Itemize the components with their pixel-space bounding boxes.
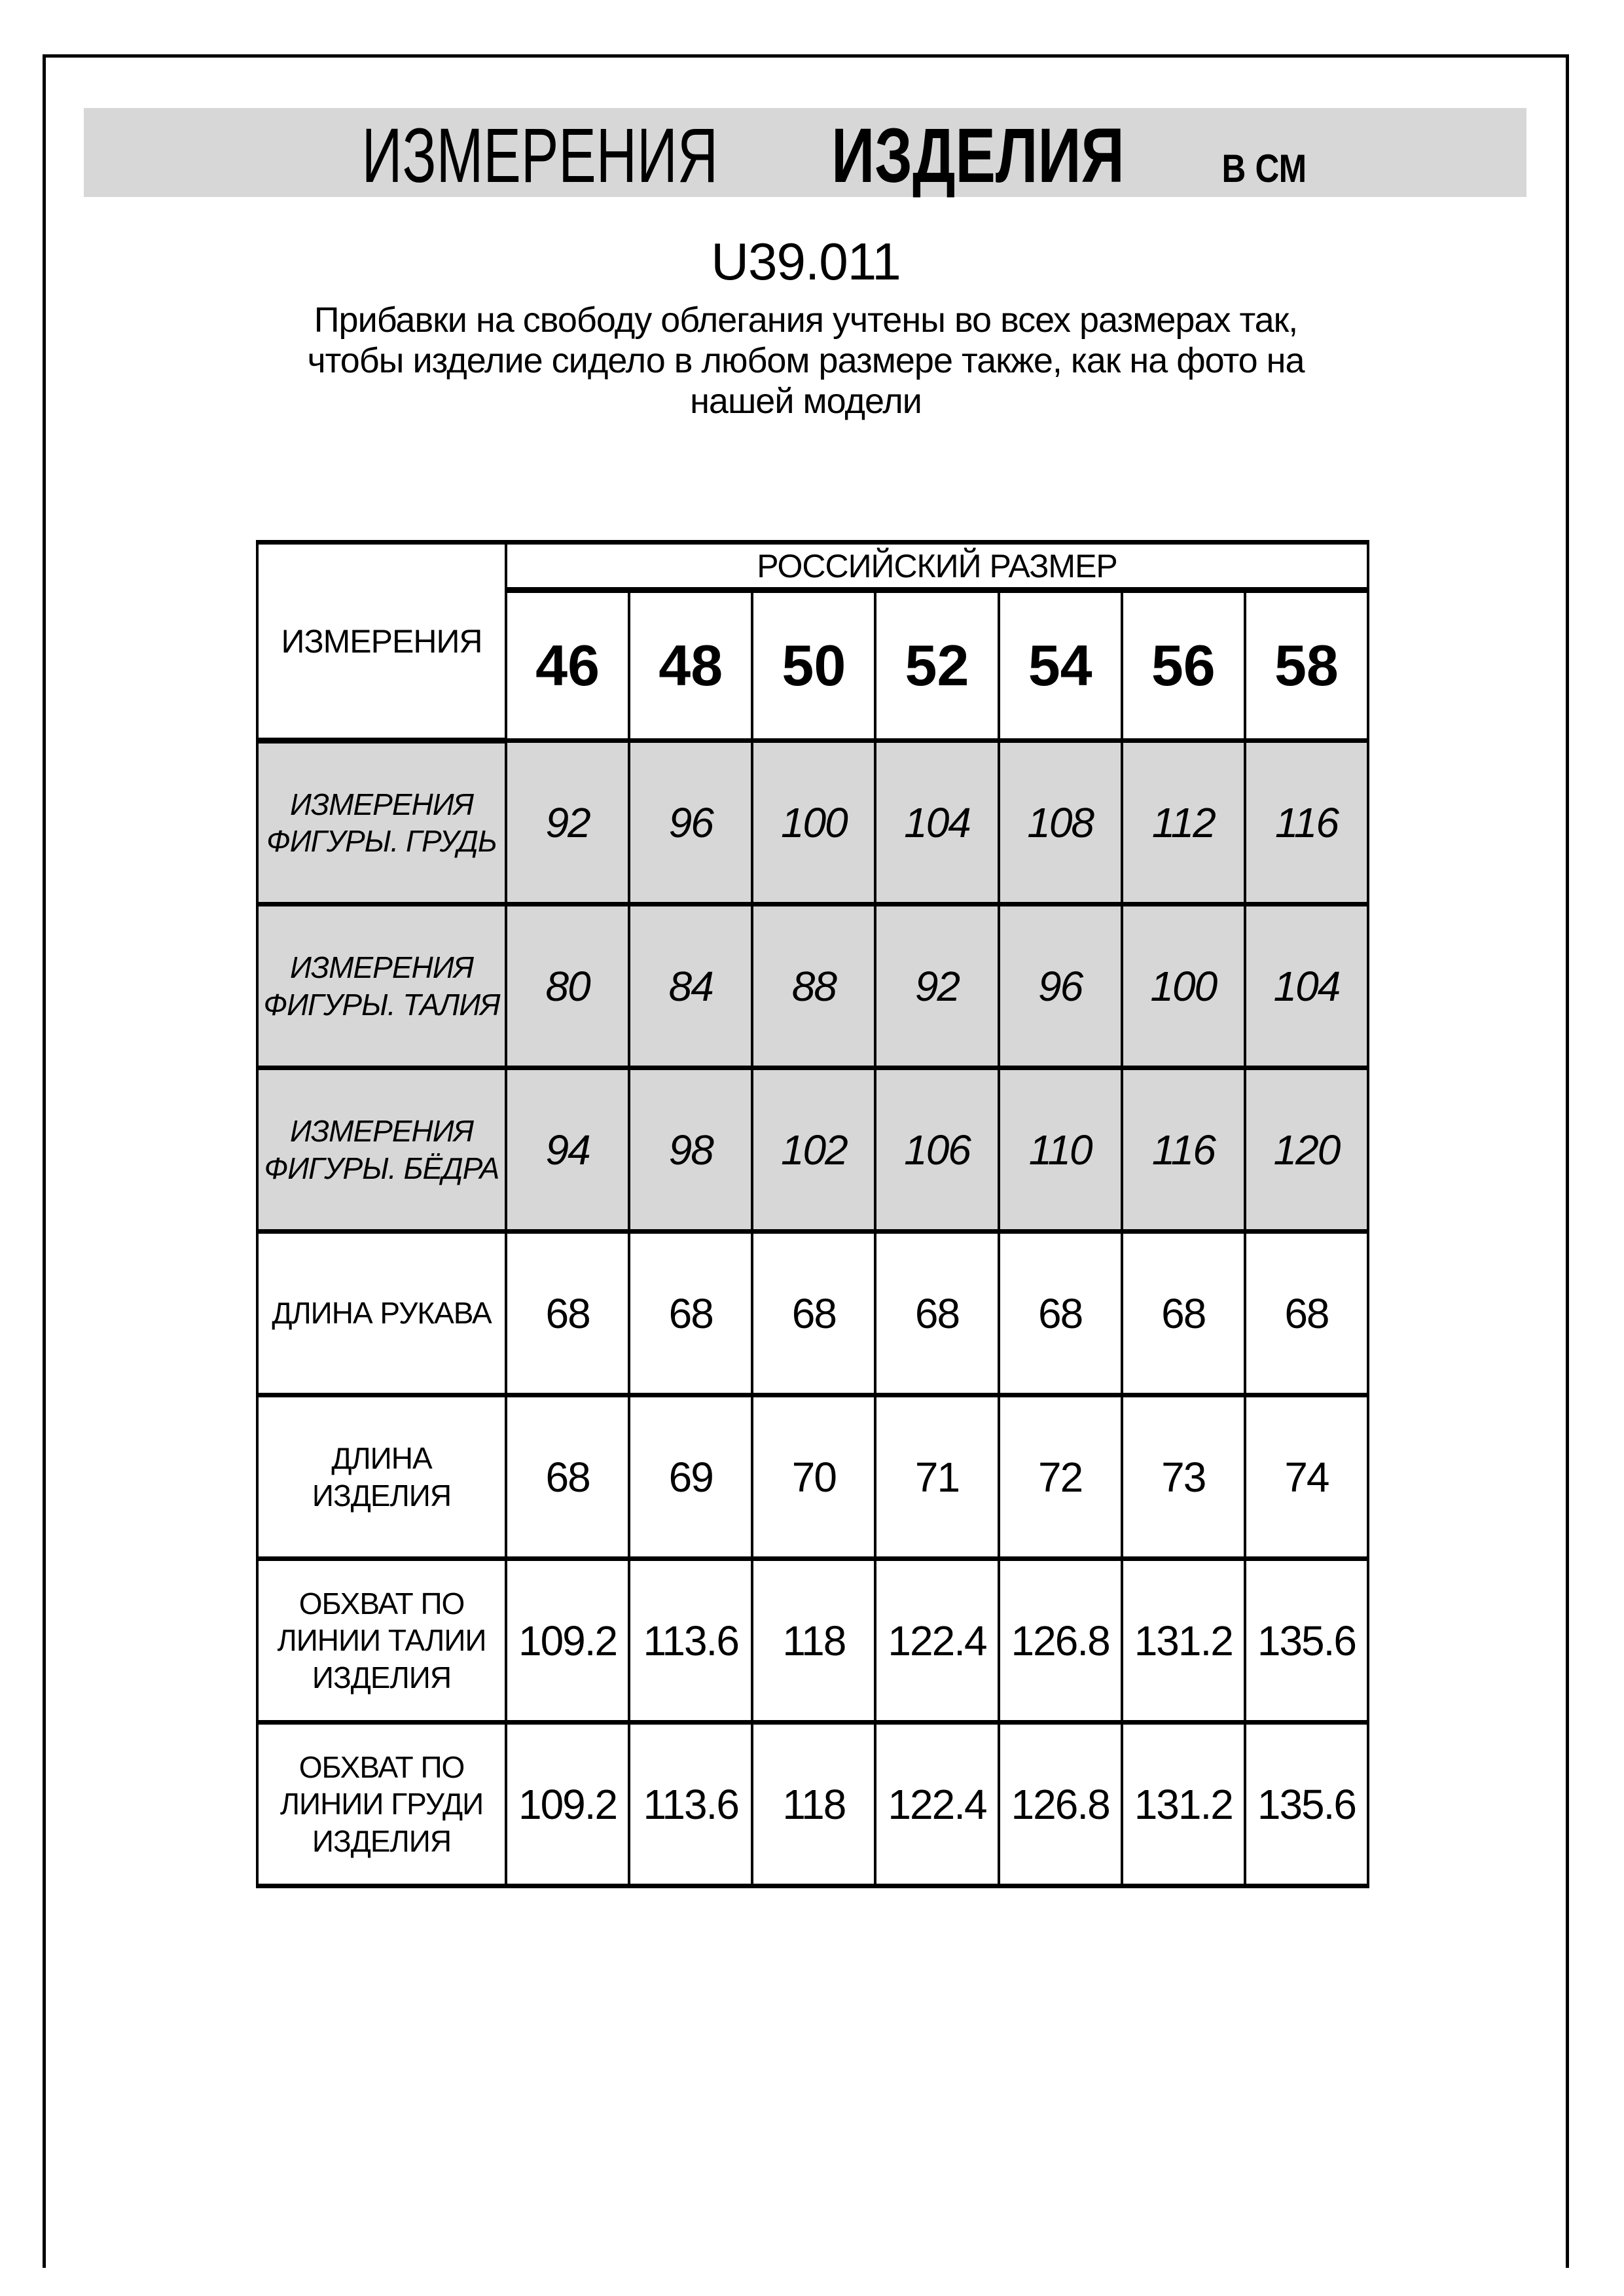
value-cell: 116: [1122, 1068, 1245, 1232]
size-col-header: 52: [875, 590, 998, 741]
value-cell: 88: [752, 905, 875, 1068]
measurements-column-header: ИЗМЕРЕНИЯ: [257, 543, 506, 741]
value-cell: 104: [875, 741, 998, 905]
russian-size-group-header: РОССИЙСКИЙ РАЗМЕР: [506, 543, 1368, 590]
value-cell: 68: [629, 1232, 752, 1395]
value-cell: 68: [1122, 1232, 1245, 1395]
value-cell: 109.2: [506, 1559, 629, 1723]
table-row-body-hips: [257, 1068, 1368, 1232]
row-label: ИЗМЕРЕНИЯ ФИГУРЫ. БЁДРА: [257, 1068, 506, 1232]
table-row-body-waist: [257, 905, 1368, 1068]
value-cell: 69: [629, 1395, 752, 1559]
size-col-header: 46: [506, 590, 629, 741]
value-cell: 68: [1245, 1232, 1368, 1395]
value-cell: 122.4: [875, 1559, 998, 1723]
value-cell: 68: [506, 1232, 629, 1395]
value-cell: 70: [752, 1395, 875, 1559]
value-cell: 108: [999, 741, 1122, 905]
value-cell: 74: [1245, 1395, 1368, 1559]
value-cell: 100: [752, 741, 875, 905]
page-title: ИЗМЕРЕНИЯ: [362, 113, 719, 199]
value-cell: 106: [875, 1068, 998, 1232]
row-label: ДЛИНА РУКАВА: [257, 1232, 506, 1395]
value-cell: 92: [506, 741, 629, 905]
value-cell: 72: [999, 1395, 1122, 1559]
row-label: ИЗМЕРЕНИЯ ФИГУРЫ. ГРУДЬ: [257, 741, 506, 905]
value-cell: 96: [999, 905, 1122, 1068]
size-col-header: 56: [1122, 590, 1245, 741]
value-cell: 109.2: [506, 1723, 629, 1886]
fit-note-line: нашей модели: [690, 382, 922, 421]
value-cell: 98: [629, 1068, 752, 1232]
page-title-unit: В СМ: [1221, 147, 1307, 190]
value-cell: 92: [875, 905, 998, 1068]
value-cell: 102: [752, 1068, 875, 1232]
row-label: ДЛИНА ИЗДЕЛИЯ: [257, 1395, 506, 1559]
value-cell: 126.8: [999, 1723, 1122, 1886]
value-cell: 104: [1245, 905, 1368, 1068]
value-cell: 126.8: [999, 1559, 1122, 1723]
value-cell: 113.6: [629, 1559, 752, 1723]
table-row-body-chest: [257, 741, 1368, 905]
value-cell: 135.6: [1245, 1559, 1368, 1723]
value-cell: 68: [875, 1232, 998, 1395]
value-cell: 100: [1122, 905, 1245, 1068]
size-col-header: 50: [752, 590, 875, 741]
table-row-garment-length: [257, 1395, 1368, 1559]
value-cell: 122.4: [875, 1723, 998, 1886]
value-cell: 131.2: [1122, 1723, 1245, 1886]
value-cell: 68: [999, 1232, 1122, 1395]
table-row-garment-waist-girth: [257, 1559, 1368, 1723]
value-cell: 84: [629, 905, 752, 1068]
value-cell: 68: [506, 1395, 629, 1559]
value-cell: 71: [875, 1395, 998, 1559]
table-header-row: [257, 543, 1368, 590]
table-row-sleeve-length: [257, 1232, 1368, 1395]
value-cell: 112: [1122, 741, 1245, 905]
size-col-header: 58: [1245, 590, 1368, 741]
value-cell: 135.6: [1245, 1723, 1368, 1886]
value-cell: 120: [1245, 1068, 1368, 1232]
row-label: ИЗМЕРЕНИЯ ФИГУРЫ. ТАЛИЯ: [257, 905, 506, 1068]
table-row-garment-chest-girth: [257, 1723, 1368, 1886]
fit-note-line: Прибавки на свободу облегания учтены во всех размерах так,: [314, 300, 1298, 340]
title-banner: [84, 108, 1526, 197]
size-col-header: 48: [629, 590, 752, 741]
value-cell: 116: [1245, 741, 1368, 905]
fit-note: [43, 300, 1569, 422]
page-title-product: ИЗДЕЛИЯ: [831, 113, 1125, 199]
value-cell: 110: [999, 1068, 1122, 1232]
fit-note-line: чтобы изделие сидело в любом размере также, как на фото на: [307, 341, 1305, 380]
value-cell: 68: [752, 1232, 875, 1395]
row-label: ОБХВАТ ПО ЛИНИИ ГРУДИ ИЗДЕЛИЯ: [257, 1723, 506, 1886]
value-cell: 118: [752, 1723, 875, 1886]
row-label: ОБХВАТ ПО ЛИНИИ ТАЛИИ ИЗДЕЛИЯ: [257, 1559, 506, 1723]
value-cell: 113.6: [629, 1723, 752, 1886]
value-cell: 80: [506, 905, 629, 1068]
value-cell: 73: [1122, 1395, 1245, 1559]
size-col-header: 54: [999, 590, 1122, 741]
value-cell: 96: [629, 741, 752, 905]
model-code: U39.011: [711, 232, 901, 291]
value-cell: 94: [506, 1068, 629, 1232]
value-cell: 118: [752, 1559, 875, 1723]
size-table: [256, 540, 1369, 1888]
value-cell: 131.2: [1122, 1559, 1245, 1723]
